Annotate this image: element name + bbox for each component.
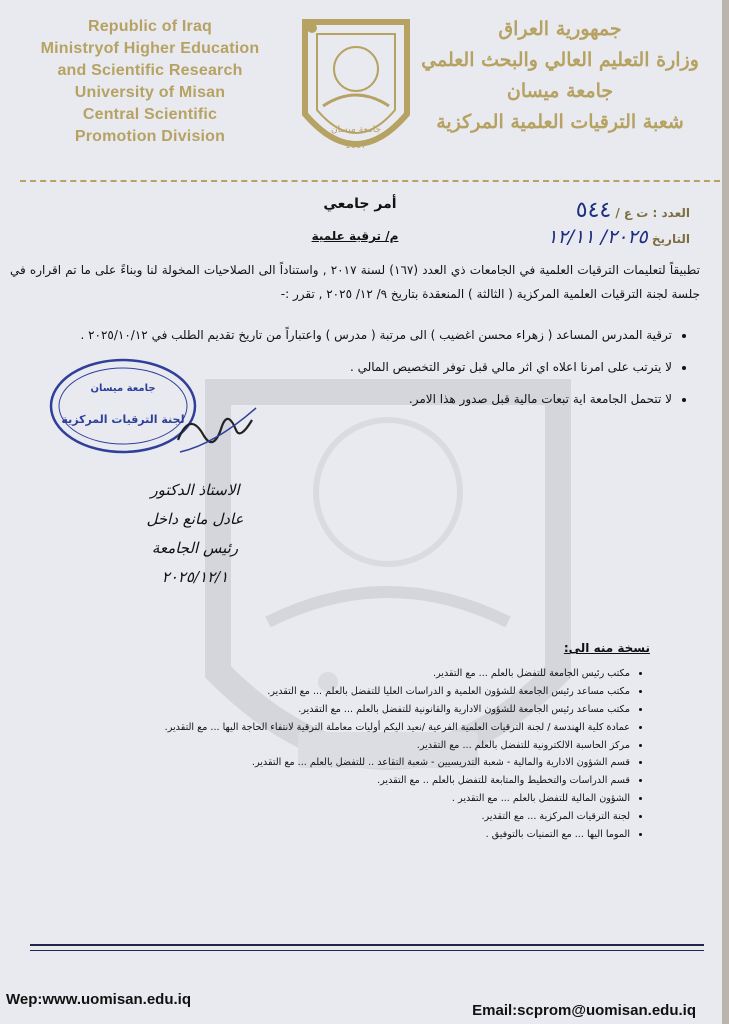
english-line: University of Misan bbox=[74, 84, 226, 101]
copy-item: • مكتب رئيس الجامعة للتفضل بالعلم ... مع التقدير. bbox=[30, 667, 630, 680]
order-subject: م/ ترقية علمية bbox=[311, 229, 399, 243]
arabic-letterhead bbox=[420, 14, 700, 138]
order-title: أمر جامعي bbox=[323, 196, 397, 212]
english-letterhead bbox=[10, 16, 290, 148]
copy-item: • مكتب مساعد رئيس الجامعة للشؤون العلمية و الدراسات العليا للتفضل بالعلم ... مع التقدير. bbox=[30, 685, 630, 698]
header-divider bbox=[20, 180, 720, 182]
order-intro: تطبيقاً لتعليمات الترقيات العلمية في الجامعات ذي العدد (١٦٧) لسنة ٢٠١٧ , واستناداً الى الصلاحيات المخولة لنا وبناءً على ما تم اقراره في جلسة لجنة الترقيات العلمية المركزية ( الثالثة ) المنعقدة بتاريخ ٩/ ١٢/ ٢٠٢٥ , تقرر :- bbox=[10, 263, 700, 301]
date-label: التاريخ bbox=[651, 232, 690, 246]
english-line: Central Scientific bbox=[82, 106, 218, 123]
document-number bbox=[576, 198, 690, 223]
copy-item: • عمادة كلية الهندسة / لجنة الترقيات العلمية الفرعية /نعيد اليكم أوليات معاملة الترقية لانتفاء الحاجة اليها ... مع التقدير. bbox=[30, 721, 630, 734]
signer-title: الاستاذ الدكتور bbox=[150, 481, 240, 499]
order-item: • لا يترتب على امرنا اعلاه اي اثر مالي قبل توفر التخصيص المالي . bbox=[32, 356, 672, 379]
copy-item: • قسم الشؤون الادارية والمالية - شعبة التدريسيين - شعبة التقاعد .. للتفضل بالعلم ... مع التقدير. bbox=[30, 756, 630, 769]
signer-block bbox=[120, 476, 270, 592]
stamp-bottom-text: لجنة الترقيات المركزية bbox=[61, 413, 185, 426]
copy-item: • لجنة الترقيات المركزية ... مع التقدير. bbox=[30, 810, 630, 823]
english-line: Ministryof Higher Education bbox=[40, 40, 260, 57]
footer-website: Wep:www.uomisan.edu.iq bbox=[6, 991, 192, 1008]
arabic-line: شعبة الترقيات العلمية المركزية bbox=[436, 111, 684, 133]
logo-label: جامعة ميسان bbox=[330, 125, 382, 135]
footer-divider bbox=[30, 944, 704, 946]
signer-position: رئيس الجامعة bbox=[151, 539, 239, 557]
logo-year: 2007 bbox=[345, 141, 367, 150]
copy-item: • قسم الدراسات والتخطيط والمتابعة للتفضل بالعلم .. مع التقدير. bbox=[30, 774, 630, 787]
arabic-line: جمهورية العراق bbox=[498, 18, 622, 40]
copy-item: • مركز الحاسبة الالكترونية للتفضل بالعلم ... مع التقدير. bbox=[30, 739, 630, 752]
footer-divider-thin bbox=[30, 950, 704, 951]
document-date bbox=[547, 226, 690, 248]
stamp-top-text: جامعة ميسان bbox=[90, 383, 156, 394]
paper-edge bbox=[722, 0, 729, 1024]
arabic-line: جامعة ميسان bbox=[506, 80, 614, 102]
signer-name: عادل مانع داخل bbox=[146, 510, 244, 528]
number-value: ٥٤٤ bbox=[575, 198, 612, 223]
copy-item: • الموما اليها ... مع التمنيات بالتوفيق . bbox=[30, 828, 630, 841]
number-label: العدد : ت ع / bbox=[615, 206, 690, 220]
english-line: and Scientific Research bbox=[57, 62, 243, 79]
date-value: ٢٠٢٥/ ١٢/١١ bbox=[547, 226, 648, 248]
copy-item: • مكتب مساعد رئيس الجامعة للشؤون الادارية والقانونية للتفضل بالعلم ... مع التقدير. bbox=[30, 703, 630, 716]
signature bbox=[170, 400, 260, 460]
english-line: Promotion Division bbox=[74, 128, 226, 145]
university-logo bbox=[297, 14, 415, 170]
english-line: Republic of Iraq bbox=[87, 18, 213, 35]
copy-item: • الشؤون المالية للتفضل بالعلم ... مع التقدير . bbox=[30, 792, 630, 805]
order-item: • ترقية المدرس المساعد ( زهراء محسن اغضيب ) الى مرتبة ( مدرس ) واعتباراً من تاريخ تقديم الطلب في ٢٠٢٥/١٠/١٢ . bbox=[32, 324, 672, 347]
order-item: • لا تتحمل الجامعة اية تبعات مالية قبل صدور هذا الامر. bbox=[32, 388, 672, 411]
copies-title: نسخة منه الى: bbox=[563, 641, 650, 655]
arabic-line: وزارة التعليم العالي والبحث العلمي bbox=[421, 49, 699, 71]
signer-date: ٢٠٢٥/١٢/١ bbox=[161, 568, 229, 586]
footer-email: Email:scprom@uomisan.edu.iq bbox=[472, 1002, 696, 1019]
copies-list bbox=[30, 667, 648, 846]
